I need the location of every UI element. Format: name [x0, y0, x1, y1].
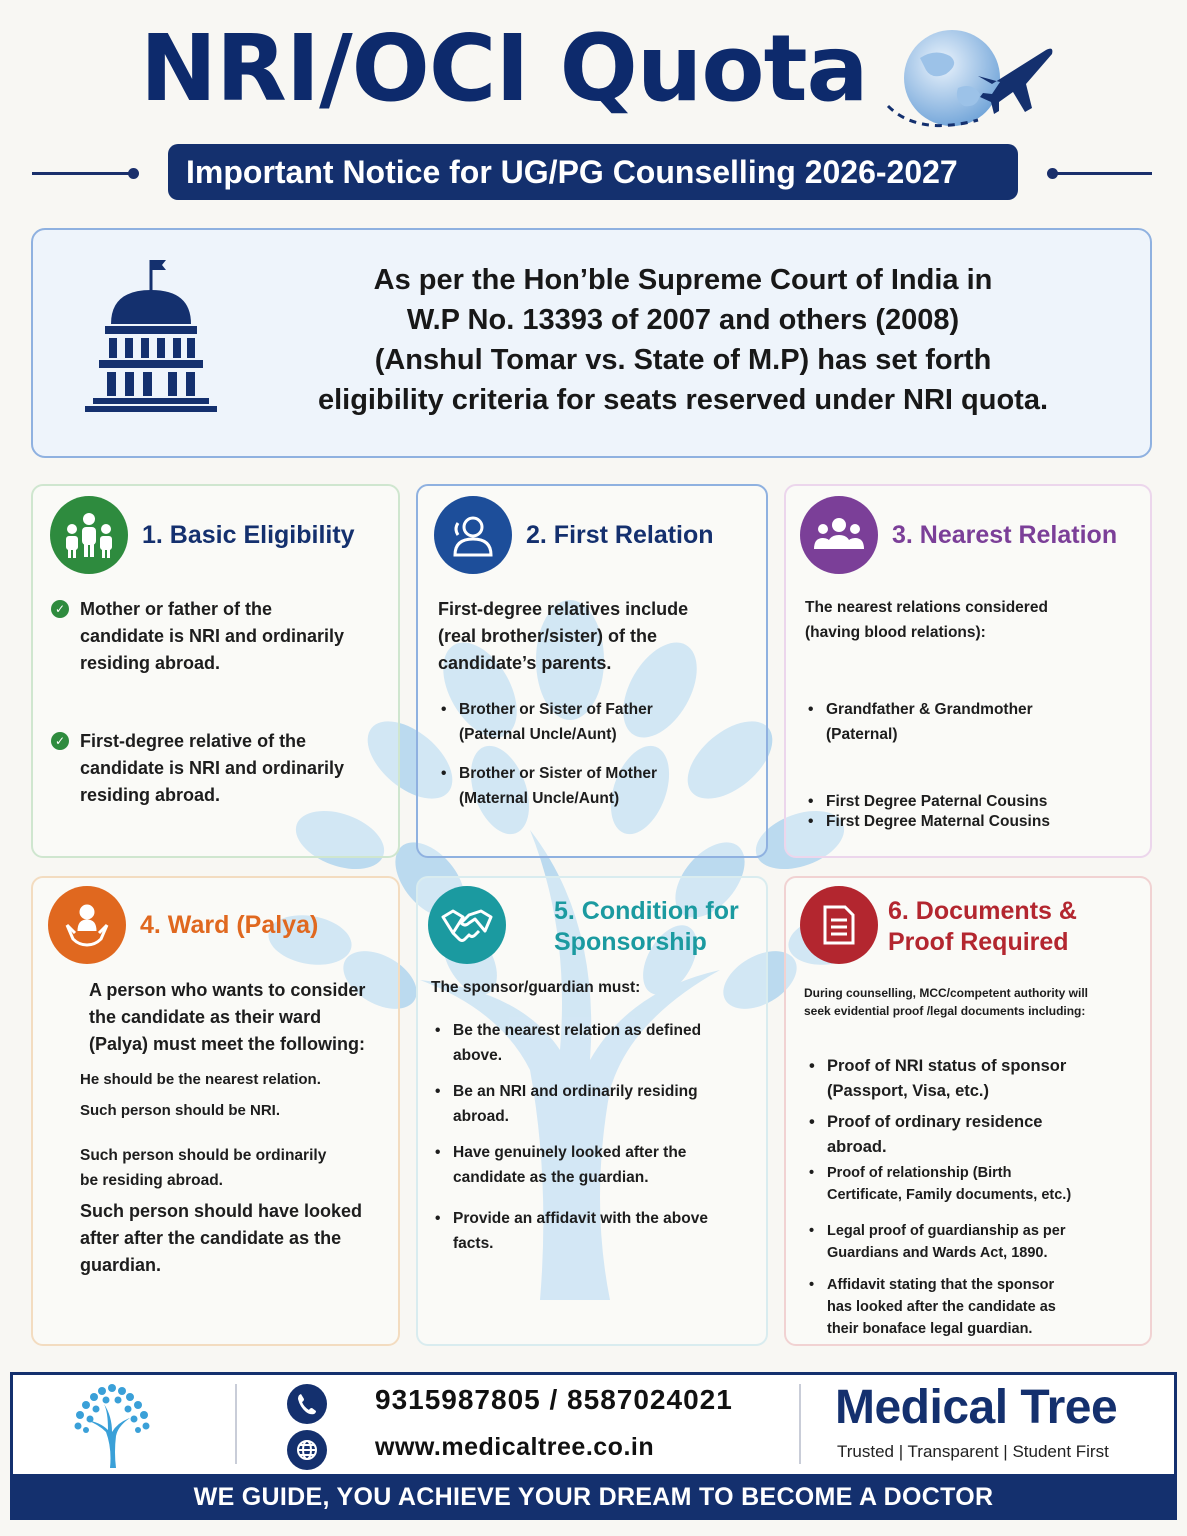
list-item — [805, 1054, 1145, 1104]
person-icon — [434, 496, 512, 574]
intro-line: As per the Hon’ble Supreme Court of India in — [373, 264, 993, 296]
text-line: (Passport, Visa, etc.) — [827, 1082, 990, 1100]
phone-number[interactable]: 9315987805 / 8587024021 — [375, 1384, 733, 1415]
text-line: • Proof of ordinary residence — [827, 1113, 1043, 1131]
text-line: • Be an NRI and ordinarily residing — [453, 1083, 698, 1100]
text-line: residing abroad. — [80, 785, 221, 805]
card-title-line: 6. Documents & — [888, 897, 1077, 925]
footer-divider — [235, 1384, 237, 1464]
text-line: their bonaface legal guardian. — [827, 1321, 1033, 1337]
text-line: The nearest relations considered — [805, 599, 1048, 616]
handshake-icon — [428, 886, 506, 964]
intro-line: (Anshul Tomar vs. State of M.P) has set forth — [374, 344, 992, 376]
text-line: Guardians and Wards Act, 1890. — [827, 1245, 1048, 1261]
text-line: First-degree relative of the — [80, 731, 307, 751]
text-line: candidate as the guardian. — [453, 1169, 649, 1186]
ward-line: Such person should be NRI. — [80, 1102, 281, 1119]
ward-intro — [89, 977, 389, 1058]
text-line: • Have genuinely looked after the — [453, 1144, 687, 1161]
text-line: During counselling, MCC/competent authority will — [804, 986, 1089, 1000]
list-item — [431, 1079, 761, 1129]
card-basic-header — [50, 496, 355, 574]
text-line: facts. — [453, 1235, 494, 1252]
text-line: candidate’s parents. — [438, 653, 612, 673]
list-item — [431, 1018, 761, 1068]
card-title-line: Proof Required — [888, 928, 1069, 956]
card-title — [888, 896, 1077, 958]
footer-slogan: WE GUIDE, YOU ACHIEVE YOUR DREAM TO BECOME A DOCTOR — [10, 1474, 1177, 1520]
card-title-line: Sponsorship — [554, 928, 707, 956]
sponsor-intro: The sponsor/guardian must: — [431, 979, 641, 996]
text-line: abroad. — [827, 1138, 887, 1156]
text-line: • Legal proof of guardianship as per — [827, 1223, 1066, 1239]
document-icon — [800, 886, 878, 964]
tree-logo-icon — [70, 1382, 154, 1468]
card-title: 3. Nearest Relation — [892, 520, 1118, 549]
text-line: • First Degree Maternal Cousins — [826, 813, 1050, 830]
list-item — [431, 1140, 761, 1190]
text-line: be residing abroad. — [80, 1172, 223, 1189]
text-line: Certificate, Family documents, etc.) — [827, 1187, 1072, 1203]
website-link[interactable]: www.medicaltree.co.in — [375, 1433, 655, 1461]
text-line: • First Degree Paternal Cousins — [826, 793, 1048, 810]
text-line: (having blood relations): — [805, 624, 986, 641]
ward-line — [80, 1198, 380, 1279]
text-line: Mother or father of the — [80, 599, 272, 619]
text-line: abroad. — [453, 1108, 509, 1125]
intro-line: eligibility criteria for seats reserved under NRI quota. — [317, 384, 1049, 416]
intro-text — [263, 260, 1103, 420]
text-line: (Maternal Uncle/Aunt) — [459, 790, 620, 807]
docs-intro — [804, 984, 1144, 1020]
page-title: NRI/OCI Quota — [140, 15, 868, 122]
card-title: 4. Ward (Palya) — [140, 910, 319, 939]
docs-list — [805, 1054, 1145, 1340]
globe-airplane-icon — [880, 28, 1060, 138]
courthouse-icon — [73, 252, 223, 412]
text-line: (real brother/sister) of the — [438, 626, 658, 646]
text-line: candidate is NRI and ordinarily — [80, 626, 345, 646]
first-intro — [438, 596, 758, 677]
footer-divider — [799, 1384, 801, 1464]
card-sponsor-header — [428, 886, 739, 964]
text-line: • Affidavit stating that the sponsor — [827, 1277, 1055, 1293]
ward-line: He should be the nearest relation. — [80, 1071, 321, 1088]
notice-banner: Important Notice for UG/PG Counselling 2026-2027 — [168, 144, 1018, 200]
card-ward-header — [48, 886, 318, 964]
family-icon — [50, 496, 128, 574]
text-line: • Proof of NRI status of sponsor — [827, 1057, 1067, 1075]
text-line: A person who wants to consider — [89, 980, 366, 1000]
text-line: above. — [453, 1047, 503, 1064]
list-item — [804, 697, 1144, 747]
list-item — [437, 761, 757, 811]
list-item — [804, 792, 1144, 812]
check-icon: ✓ — [51, 600, 69, 618]
text-line: Such person should be ordinarily — [80, 1147, 327, 1164]
group-icon — [800, 496, 878, 574]
list-item — [804, 812, 1144, 832]
text-line: after after the candidate as the — [80, 1228, 342, 1248]
card-title: 2. First Relation — [526, 520, 714, 549]
intro-box — [31, 228, 1152, 458]
card-title: 1. Basic Eligibility — [142, 520, 355, 549]
card-docs-header — [800, 886, 1077, 964]
header-rule-left — [32, 172, 136, 175]
web-globe-icon — [287, 1430, 327, 1470]
text-line: • Proof of relationship (Birth — [827, 1165, 1012, 1181]
check-icon: ✓ — [51, 732, 69, 750]
header-rule-right — [1050, 172, 1152, 175]
text-line: has looked after the candidate as — [827, 1299, 1056, 1315]
text-line: • Brother or Sister of Father — [459, 701, 653, 718]
card-title-line: 5. Condition for — [554, 897, 739, 925]
intro-line: W.P No. 13393 of 2007 and others (2008) — [406, 304, 960, 336]
nearest-list — [804, 697, 1144, 832]
text-line: (Palya) must meet the following: — [89, 1034, 366, 1054]
card-nearest-header — [800, 496, 1117, 574]
text-line: • Provide an affidavit with the above — [453, 1210, 708, 1227]
text-line: (Paternal Uncle/Aunt) — [459, 726, 617, 743]
text-line: (Paternal) — [826, 726, 898, 743]
basic-item — [51, 728, 381, 809]
list-item — [805, 1162, 1145, 1206]
brand-tagline: Trusted | Transparent | Student First — [837, 1442, 1109, 1461]
list-item — [431, 1206, 761, 1256]
text-line: seek evidential proof /legal documents including: — [804, 1004, 1086, 1018]
text-line: • Grandfather & Grandmother — [826, 701, 1033, 718]
brand-name: Medical Tree — [835, 1381, 1118, 1434]
card-first-header — [434, 496, 714, 574]
text-line: residing abroad. — [80, 653, 221, 673]
ward-line — [80, 1143, 380, 1193]
nearest-intro — [805, 595, 1135, 645]
text-line: the candidate as their ward — [89, 1007, 322, 1027]
text-line: First-degree relatives include — [438, 599, 689, 619]
list-item — [805, 1110, 1145, 1160]
text-line: • Be the nearest relation as defined — [453, 1022, 702, 1039]
list-item — [805, 1274, 1145, 1340]
first-list — [437, 697, 757, 811]
text-line: candidate is NRI and ordinarily — [80, 758, 345, 778]
list-item — [437, 697, 757, 747]
phone-icon — [287, 1384, 327, 1424]
text-line: guardian. — [80, 1255, 162, 1275]
card-title — [554, 896, 739, 958]
ward-hands-icon — [48, 886, 126, 964]
text-line: • Brother or Sister of Mother — [459, 765, 658, 782]
basic-item — [51, 596, 381, 677]
list-item — [805, 1220, 1145, 1264]
text-line: Such person should have looked — [80, 1201, 363, 1221]
sponsor-list — [431, 1018, 761, 1256]
